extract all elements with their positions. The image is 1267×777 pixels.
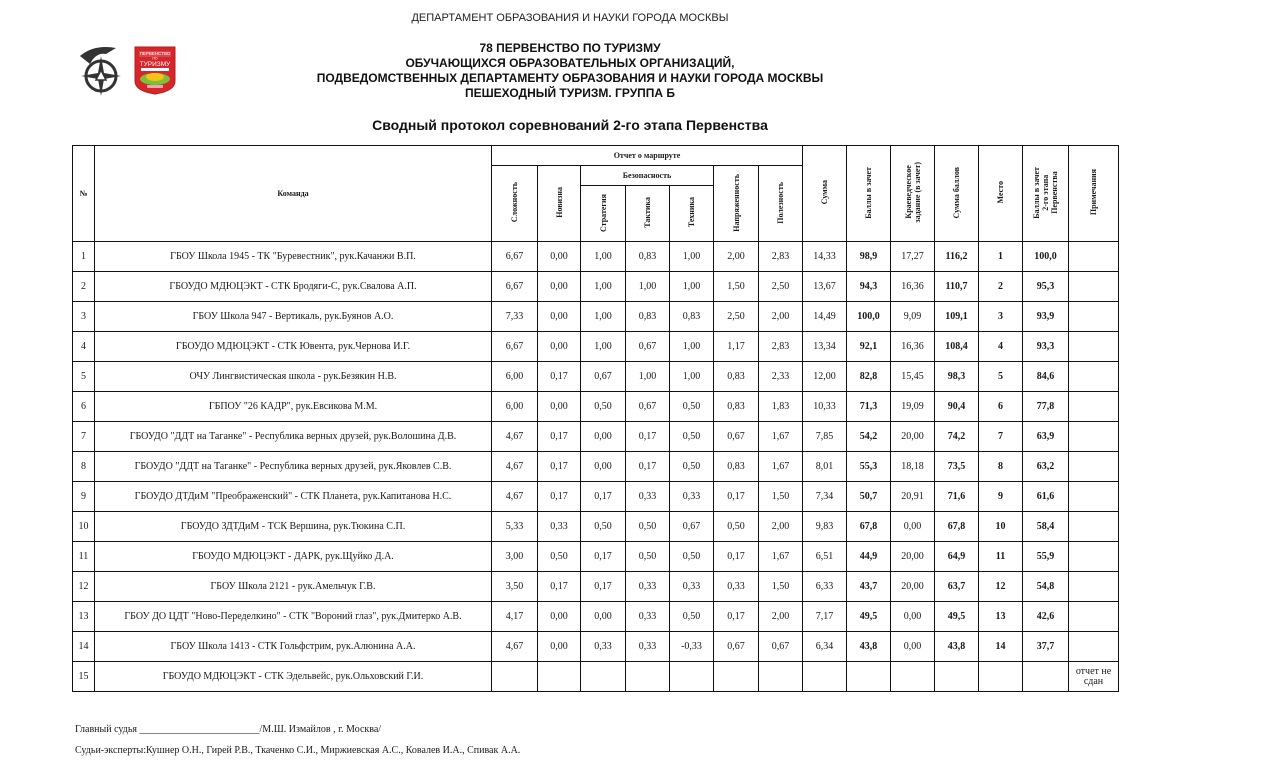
header-route-report: Отчет о маршруте bbox=[492, 146, 803, 166]
sum-cell: 6,33 bbox=[803, 572, 847, 602]
novelty-cell: 0,00 bbox=[538, 272, 581, 302]
stage-points-cell: 100,0 bbox=[1023, 242, 1069, 272]
header-team: Команда bbox=[95, 146, 492, 242]
local-history-cell: 0,00 bbox=[891, 512, 935, 542]
local-history-cell: 0,00 bbox=[891, 602, 935, 632]
technique-cell: 1,00 bbox=[670, 362, 714, 392]
header-safety: Безопасность bbox=[581, 166, 714, 186]
usefulness-cell: 0,67 bbox=[759, 632, 803, 662]
technique-cell: -0,33 bbox=[670, 632, 714, 662]
points-credit-cell: 44,9 bbox=[847, 542, 891, 572]
intensity-cell bbox=[714, 662, 759, 692]
total-points-cell: 67,8 bbox=[935, 512, 979, 542]
table-row bbox=[73, 632, 1119, 662]
complexity-cell: 6,00 bbox=[492, 362, 538, 392]
header-intensity: Напряженность bbox=[714, 166, 759, 242]
usefulness-cell: 1,67 bbox=[759, 422, 803, 452]
points-credit-cell: 43,8 bbox=[847, 632, 891, 662]
total-points-cell: 116,2 bbox=[935, 242, 979, 272]
sum-cell bbox=[803, 662, 847, 692]
sum-cell: 10,33 bbox=[803, 392, 847, 422]
points-credit-cell: 55,3 bbox=[847, 452, 891, 482]
row-number: 5 bbox=[73, 362, 95, 392]
strategy-cell: 0,33 bbox=[581, 632, 626, 662]
table-row bbox=[73, 362, 1119, 392]
novelty-cell: 0,50 bbox=[538, 542, 581, 572]
row-number: 14 bbox=[73, 632, 95, 662]
stage-points-cell: 63,9 bbox=[1023, 422, 1069, 452]
place-cell: 13 bbox=[979, 602, 1023, 632]
stage-points-cell bbox=[1023, 662, 1069, 692]
complexity-cell: 7,33 bbox=[492, 302, 538, 332]
local-history-cell: 16,36 bbox=[891, 272, 935, 302]
team-name: ОЧУ Лингвистическая школа - рук.Безякин Н.В. bbox=[95, 362, 492, 392]
header-total-points: Сумма баллов bbox=[935, 146, 979, 242]
points-credit-cell: 100,0 bbox=[847, 302, 891, 332]
novelty-cell: 0,00 bbox=[538, 632, 581, 662]
table-row bbox=[73, 332, 1119, 362]
team-name: ГБОУДО "ДДТ на Таганке" - Республика верных друзей, рук.Волошина Д.В. bbox=[95, 422, 492, 452]
tactics-cell: 0,33 bbox=[626, 602, 670, 632]
title-line-2: ОБУЧАЮЩИХСЯ ОБРАЗОВАТЕЛЬНЫХ ОРГАНИЗАЦИЙ, bbox=[405, 56, 735, 70]
stage-points-cell: 84,6 bbox=[1023, 362, 1069, 392]
tactics-cell: 0,83 bbox=[626, 302, 670, 332]
stage-points-cell: 58,4 bbox=[1023, 512, 1069, 542]
strategy-cell: 0,50 bbox=[581, 392, 626, 422]
intensity-cell: 0,17 bbox=[714, 602, 759, 632]
strategy-cell: 1,00 bbox=[581, 302, 626, 332]
technique-cell: 1,00 bbox=[670, 242, 714, 272]
stage-points-cell: 42,6 bbox=[1023, 602, 1069, 632]
place-cell: 8 bbox=[979, 452, 1023, 482]
usefulness-cell bbox=[759, 662, 803, 692]
table-row bbox=[73, 302, 1119, 332]
header-strategy: Стратегия bbox=[581, 186, 626, 242]
points-credit-cell: 43,7 bbox=[847, 572, 891, 602]
strategy-cell: 0,67 bbox=[581, 362, 626, 392]
strategy-cell bbox=[581, 662, 626, 692]
complexity-cell: 6,67 bbox=[492, 272, 538, 302]
novelty-cell: 0,00 bbox=[538, 392, 581, 422]
intensity-cell: 1,17 bbox=[714, 332, 759, 362]
novelty-cell: 0,00 bbox=[538, 302, 581, 332]
place-cell: 3 bbox=[979, 302, 1023, 332]
strategy-cell: 0,17 bbox=[581, 542, 626, 572]
novelty-cell bbox=[538, 662, 581, 692]
notes-cell bbox=[1069, 452, 1119, 482]
intensity-cell: 2,50 bbox=[714, 302, 759, 332]
total-points-cell: 98,3 bbox=[935, 362, 979, 392]
notes-cell bbox=[1069, 482, 1119, 512]
total-points-cell: 71,6 bbox=[935, 482, 979, 512]
local-history-cell: 0,00 bbox=[891, 632, 935, 662]
novelty-cell: 0,17 bbox=[538, 362, 581, 392]
complexity-cell: 4,67 bbox=[492, 452, 538, 482]
competition-title bbox=[0, 41, 1140, 101]
table-row bbox=[73, 662, 1119, 692]
results-body bbox=[73, 242, 1119, 692]
department-heading: ДЕПАРТАМЕНТ ОБРАЗОВАНИЯ И НАУКИ ГОРОДА МОСКВЫ bbox=[411, 12, 729, 24]
table-row bbox=[73, 542, 1119, 572]
notes-cell bbox=[1069, 542, 1119, 572]
usefulness-cell: 2,00 bbox=[759, 302, 803, 332]
technique-cell: 1,00 bbox=[670, 272, 714, 302]
table-row bbox=[73, 482, 1119, 512]
points-credit-cell: 49,5 bbox=[847, 602, 891, 632]
row-number: 12 bbox=[73, 572, 95, 602]
local-history-cell: 15,45 bbox=[891, 362, 935, 392]
table-row bbox=[73, 602, 1119, 632]
row-number: 6 bbox=[73, 392, 95, 422]
notes-cell bbox=[1069, 422, 1119, 452]
technique-cell: 0,33 bbox=[670, 572, 714, 602]
strategy-cell: 0,17 bbox=[581, 482, 626, 512]
team-name: ГБОУДО ДТДиМ "Преображенский" - СТК Планета, рук.Капитанова Н.С. bbox=[95, 482, 492, 512]
team-name: ГБОУ Школа 2121 - рук.Амельчук Г.В. bbox=[95, 572, 492, 602]
team-name: ГБПОУ "26 КАДР", рук.Евсикова М.М. bbox=[95, 392, 492, 422]
notes-cell bbox=[1069, 572, 1119, 602]
header-stage-points: Баллы в зачет 2-го этапа Первенства bbox=[1023, 146, 1069, 242]
results-table bbox=[72, 145, 1119, 692]
intensity-cell: 0,67 bbox=[714, 422, 759, 452]
complexity-cell: 4,67 bbox=[492, 482, 538, 512]
intensity-cell: 0,67 bbox=[714, 632, 759, 662]
novelty-cell: 0,17 bbox=[538, 482, 581, 512]
usefulness-cell: 2,33 bbox=[759, 362, 803, 392]
sum-cell: 6,34 bbox=[803, 632, 847, 662]
sum-cell: 9,83 bbox=[803, 512, 847, 542]
strategy-cell: 0,50 bbox=[581, 512, 626, 542]
table-row bbox=[73, 512, 1119, 542]
tactics-cell: 0,17 bbox=[626, 422, 670, 452]
strategy-cell: 1,00 bbox=[581, 242, 626, 272]
place-cell: 12 bbox=[979, 572, 1023, 602]
tactics-cell: 0,50 bbox=[626, 542, 670, 572]
usefulness-cell: 2,83 bbox=[759, 242, 803, 272]
stage-points-cell: 95,3 bbox=[1023, 272, 1069, 302]
stage-points-cell: 54,8 bbox=[1023, 572, 1069, 602]
notes-cell bbox=[1069, 362, 1119, 392]
title-line-1: 78 ПЕРВЕНСТВО ПО ТУРИЗМУ bbox=[479, 41, 661, 55]
points-credit-cell: 67,8 bbox=[847, 512, 891, 542]
technique-cell: 0,50 bbox=[670, 602, 714, 632]
tactics-cell: 0,33 bbox=[626, 632, 670, 662]
team-name: ГБОУ Школа 1945 - ТК "Буревестник", рук.Качанжи В.П. bbox=[95, 242, 492, 272]
sum-cell: 14,49 bbox=[803, 302, 847, 332]
total-points-cell: 63,7 bbox=[935, 572, 979, 602]
intensity-cell: 2,00 bbox=[714, 242, 759, 272]
points-credit-cell: 54,2 bbox=[847, 422, 891, 452]
sum-cell: 7,34 bbox=[803, 482, 847, 512]
protocol-subtitle: Сводный протокол соревнований 2-го этапа Первенства bbox=[372, 117, 768, 133]
intensity-cell: 0,50 bbox=[714, 512, 759, 542]
novelty-cell: 0,00 bbox=[538, 332, 581, 362]
expert-judges: Судьи-эксперты:Кушнер О.Н., Гирей Р.В., Ткаченко С.И., Миржиевская А.С., Ковалев И.А., Спивак А.А. bbox=[75, 745, 521, 756]
complexity-cell: 5,33 bbox=[492, 512, 538, 542]
table-row bbox=[73, 422, 1119, 452]
team-name: ГБОУДО МДЮЦЭКТ - СТК Бродяги-С, рук.Свалова А.П. bbox=[95, 272, 492, 302]
tactics-cell: 1,00 bbox=[626, 362, 670, 392]
total-points-cell: 90,4 bbox=[935, 392, 979, 422]
local-history-cell bbox=[891, 662, 935, 692]
usefulness-cell: 2,00 bbox=[759, 602, 803, 632]
row-number: 15 bbox=[73, 662, 95, 692]
sum-cell: 6,51 bbox=[803, 542, 847, 572]
strategy-cell: 1,00 bbox=[581, 332, 626, 362]
row-number: 13 bbox=[73, 602, 95, 632]
place-cell: 2 bbox=[979, 272, 1023, 302]
stage-points-cell: 93,3 bbox=[1023, 332, 1069, 362]
complexity-cell: 6,00 bbox=[492, 392, 538, 422]
logo2-line1: ПЕРВЕНСТВО bbox=[139, 51, 171, 56]
intensity-cell: 0,17 bbox=[714, 542, 759, 572]
title-line-3: ПОДВЕДОМСТВЕННЫХ ДЕПАРТАМЕНТУ ОБРАЗОВАНИЯ И НАУКИ ГОРОДА МОСКВЫ bbox=[316, 71, 824, 85]
total-points-cell: 49,5 bbox=[935, 602, 979, 632]
row-number: 4 bbox=[73, 332, 95, 362]
header-num: № bbox=[73, 146, 95, 242]
total-points-cell bbox=[935, 662, 979, 692]
chief-judge-label: Главный судья bbox=[75, 724, 138, 735]
strategy-cell: 0,17 bbox=[581, 572, 626, 602]
technique-cell: 0,67 bbox=[670, 512, 714, 542]
place-cell: 11 bbox=[979, 542, 1023, 572]
local-history-cell: 17,27 bbox=[891, 242, 935, 272]
team-name: ГБОУ Школа 1413 - СТК Гольфстрим, рук.Алюнина А.А. bbox=[95, 632, 492, 662]
sum-cell: 13,67 bbox=[803, 272, 847, 302]
usefulness-cell: 2,50 bbox=[759, 272, 803, 302]
points-credit-cell: 92,1 bbox=[847, 332, 891, 362]
notes-cell: отчет не сдан bbox=[1069, 662, 1119, 692]
place-cell: 1 bbox=[979, 242, 1023, 272]
notes-cell bbox=[1069, 392, 1119, 422]
title-line-4: ПЕШЕХОДНЫЙ ТУРИЗМ. ГРУППА Б bbox=[464, 86, 676, 100]
complexity-cell: 4,67 bbox=[492, 422, 538, 452]
sum-cell: 12,00 bbox=[803, 362, 847, 392]
strategy-cell: 1,00 bbox=[581, 272, 626, 302]
technique-cell: 0,83 bbox=[670, 302, 714, 332]
total-points-cell: 108,4 bbox=[935, 332, 979, 362]
stage-points-cell: 77,8 bbox=[1023, 392, 1069, 422]
logo2-line3: ТУРИЗМУ bbox=[139, 61, 171, 68]
points-credit-cell: 94,3 bbox=[847, 272, 891, 302]
row-number: 11 bbox=[73, 542, 95, 572]
place-cell: 7 bbox=[979, 422, 1023, 452]
place-cell: 10 bbox=[979, 512, 1023, 542]
complexity-cell: 6,67 bbox=[492, 332, 538, 362]
technique-cell: 1,00 bbox=[670, 332, 714, 362]
local-history-cell: 20,00 bbox=[891, 542, 935, 572]
tactics-cell: 0,33 bbox=[626, 482, 670, 512]
team-name: ГБОУДО "ДДТ на Таганке" - Республика верных друзей, рук.Яковлев С.В. bbox=[95, 452, 492, 482]
strategy-cell: 0,00 bbox=[581, 452, 626, 482]
usefulness-cell: 1,67 bbox=[759, 542, 803, 572]
tactics-cell: 0,17 bbox=[626, 452, 670, 482]
local-history-cell: 18,18 bbox=[891, 452, 935, 482]
technique-cell bbox=[670, 662, 714, 692]
notes-cell bbox=[1069, 602, 1119, 632]
chief-judge-name: /М.Ш. Измайлов , г. Москва/ bbox=[259, 724, 382, 735]
usefulness-cell: 1,67 bbox=[759, 452, 803, 482]
table-row bbox=[73, 452, 1119, 482]
points-credit-cell bbox=[847, 662, 891, 692]
team-name: ГБОУ Школа 947 - Вертикаль, рук.Буянов А.О. bbox=[95, 302, 492, 332]
local-history-cell: 20,00 bbox=[891, 422, 935, 452]
complexity-cell: 3,50 bbox=[492, 572, 538, 602]
place-cell: 4 bbox=[979, 332, 1023, 362]
novelty-cell: 0,17 bbox=[538, 572, 581, 602]
place-cell bbox=[979, 662, 1023, 692]
sum-cell: 13,34 bbox=[803, 332, 847, 362]
stage-points-cell: 63,2 bbox=[1023, 452, 1069, 482]
stage-points-cell: 61,6 bbox=[1023, 482, 1069, 512]
notes-cell bbox=[1069, 302, 1119, 332]
novelty-cell: 0,00 bbox=[538, 242, 581, 272]
complexity-cell: 4,17 bbox=[492, 602, 538, 632]
points-credit-cell: 50,7 bbox=[847, 482, 891, 512]
header-place: Место bbox=[979, 146, 1023, 242]
stage-points-cell: 37,7 bbox=[1023, 632, 1069, 662]
place-cell: 6 bbox=[979, 392, 1023, 422]
local-history-cell: 16,36 bbox=[891, 332, 935, 362]
logo2-line2: ПО bbox=[152, 56, 158, 61]
local-history-cell: 9,09 bbox=[891, 302, 935, 332]
place-cell: 9 bbox=[979, 482, 1023, 512]
usefulness-cell: 1,50 bbox=[759, 482, 803, 512]
notes-cell bbox=[1069, 272, 1119, 302]
intensity-cell: 0,33 bbox=[714, 572, 759, 602]
sum-cell: 8,01 bbox=[803, 452, 847, 482]
header-points-credit: Баллы в зачет bbox=[847, 146, 891, 242]
tactics-cell: 0,50 bbox=[626, 512, 670, 542]
usefulness-cell: 2,00 bbox=[759, 512, 803, 542]
intensity-cell: 0,83 bbox=[714, 452, 759, 482]
total-points-cell: 110,7 bbox=[935, 272, 979, 302]
sum-cell: 7,85 bbox=[803, 422, 847, 452]
points-credit-cell: 82,8 bbox=[847, 362, 891, 392]
total-points-cell: 73,5 bbox=[935, 452, 979, 482]
tactics-cell: 0,67 bbox=[626, 332, 670, 362]
place-cell: 14 bbox=[979, 632, 1023, 662]
header-notes: Примечания bbox=[1069, 146, 1119, 242]
header-sum: Сумма bbox=[803, 146, 847, 242]
tactics-cell: 1,00 bbox=[626, 272, 670, 302]
tactics-cell: 0,83 bbox=[626, 242, 670, 272]
tactics-cell bbox=[626, 662, 670, 692]
stage-points-cell: 93,9 bbox=[1023, 302, 1069, 332]
row-number: 2 bbox=[73, 272, 95, 302]
team-name: ГБОУДО МДЮЦЭКТ - СТК Ювента, рук.Чернова И.Г. bbox=[95, 332, 492, 362]
technique-cell: 0,50 bbox=[670, 452, 714, 482]
row-number: 7 bbox=[73, 422, 95, 452]
complexity-cell: 6,67 bbox=[492, 242, 538, 272]
row-number: 8 bbox=[73, 452, 95, 482]
total-points-cell: 43,8 bbox=[935, 632, 979, 662]
team-name: ГБОУДО МДЮЦЭКТ - СТК Эдельвейс, рук.Ольховский Г.И. bbox=[95, 662, 492, 692]
intensity-cell: 0,17 bbox=[714, 482, 759, 512]
notes-cell bbox=[1069, 242, 1119, 272]
row-number: 3 bbox=[73, 302, 95, 332]
header-complexity: Сложность bbox=[492, 166, 538, 242]
table-row bbox=[73, 572, 1119, 602]
total-points-cell: 64,9 bbox=[935, 542, 979, 572]
novelty-cell: 0,00 bbox=[538, 602, 581, 632]
table-row bbox=[73, 392, 1119, 422]
notes-cell bbox=[1069, 332, 1119, 362]
technique-cell: 0,33 bbox=[670, 482, 714, 512]
header-novelty: Новизна bbox=[538, 166, 581, 242]
place-cell: 5 bbox=[979, 362, 1023, 392]
notes-cell bbox=[1069, 632, 1119, 662]
technique-cell: 0,50 bbox=[670, 542, 714, 572]
team-name: ГБОУДО МДЮЦЭКТ - ДАРК, рук.Щуйко Д.А. bbox=[95, 542, 492, 572]
points-credit-cell: 71,3 bbox=[847, 392, 891, 422]
complexity-cell bbox=[492, 662, 538, 692]
team-name: ГБОУ ДО ЦДТ "Ново-Переделкино" - СТК "Вороний глаз", рук.Дмитерко А.В. bbox=[95, 602, 492, 632]
intensity-cell: 0,83 bbox=[714, 392, 759, 422]
header-tactics: Тактика bbox=[626, 186, 670, 242]
intensity-cell: 0,83 bbox=[714, 362, 759, 392]
local-history-cell: 20,91 bbox=[891, 482, 935, 512]
strategy-cell: 0,00 bbox=[581, 602, 626, 632]
sum-cell: 7,17 bbox=[803, 602, 847, 632]
sum-cell: 14,33 bbox=[803, 242, 847, 272]
row-number: 10 bbox=[73, 512, 95, 542]
header-usefulness: Полезность bbox=[759, 166, 803, 242]
local-history-cell: 20,00 bbox=[891, 572, 935, 602]
technique-cell: 0,50 bbox=[670, 422, 714, 452]
novelty-cell: 0,33 bbox=[538, 512, 581, 542]
tactics-cell: 0,67 bbox=[626, 392, 670, 422]
strategy-cell: 0,00 bbox=[581, 422, 626, 452]
table-row bbox=[73, 242, 1119, 272]
total-points-cell: 74,2 bbox=[935, 422, 979, 452]
usefulness-cell: 1,83 bbox=[759, 392, 803, 422]
signature-line: ________________________ bbox=[139, 724, 260, 735]
complexity-cell: 3,00 bbox=[492, 542, 538, 572]
team-name: ГБОУДО ЗДТДиМ - ТСК Вершина, рук.Тюкина С.П. bbox=[95, 512, 492, 542]
novelty-cell: 0,17 bbox=[538, 452, 581, 482]
table-row bbox=[73, 272, 1119, 302]
tactics-cell: 0,33 bbox=[626, 572, 670, 602]
row-number: 1 bbox=[73, 242, 95, 272]
novelty-cell: 0,17 bbox=[538, 422, 581, 452]
row-number: 9 bbox=[73, 482, 95, 512]
total-points-cell: 109,1 bbox=[935, 302, 979, 332]
usefulness-cell: 1,50 bbox=[759, 572, 803, 602]
usefulness-cell: 2,83 bbox=[759, 332, 803, 362]
local-history-cell: 19,09 bbox=[891, 392, 935, 422]
technique-cell: 0,50 bbox=[670, 392, 714, 422]
complexity-cell: 4,67 bbox=[492, 632, 538, 662]
chief-judge-line bbox=[75, 724, 381, 735]
points-credit-cell: 98,9 bbox=[847, 242, 891, 272]
header-technique: Техника bbox=[670, 186, 714, 242]
notes-cell bbox=[1069, 512, 1119, 542]
stage-points-cell: 55,9 bbox=[1023, 542, 1069, 572]
intensity-cell: 1,50 bbox=[714, 272, 759, 302]
header-local-history: Краеведческое задание (в зачет) bbox=[891, 146, 935, 242]
